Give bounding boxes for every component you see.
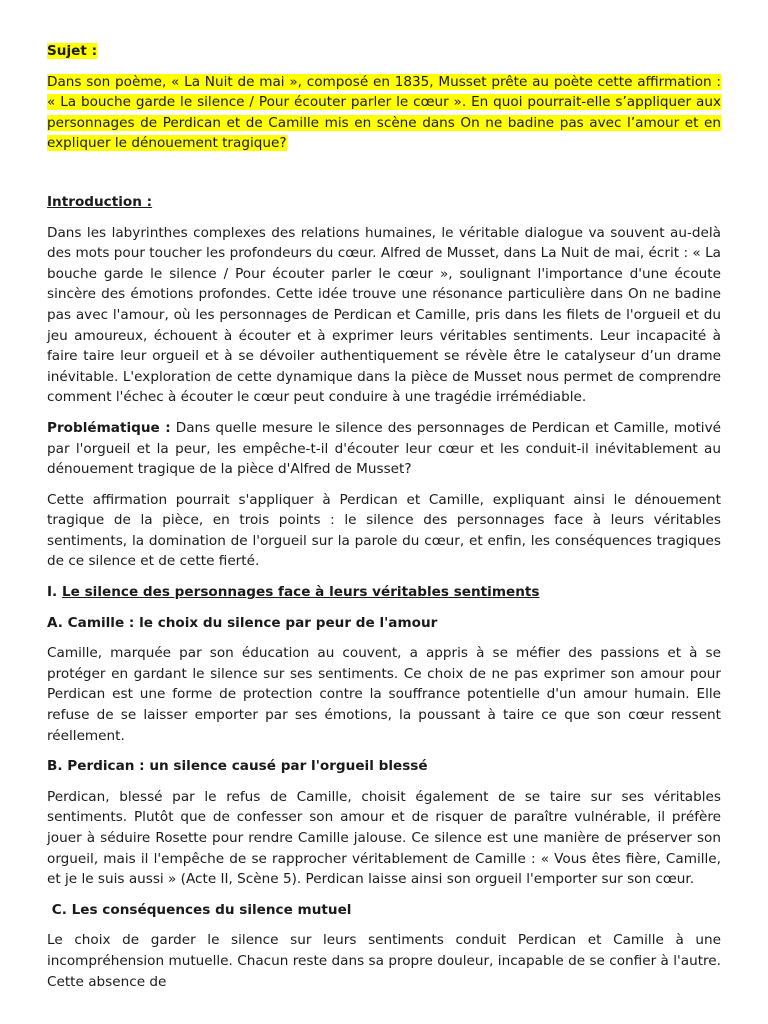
- part1-heading: I. Le silence des personnages face à leurs véritables sentiments: [47, 584, 540, 601]
- section-b-heading: B. Perdican : un silence causé par l'orgueil blessé: [47, 758, 428, 775]
- problematique-label: Problématique :: [47, 419, 171, 436]
- problematique-paragraph: [47, 418, 721, 480]
- part1-title: Le silence des personnages face à leurs véritables sentiments: [61, 584, 540, 601]
- problematique-text: Dans quelle mesure le silence des personnages de Perdican et Camille, motivé par l'orgueil et la peur, les empêche-t-il d'écouter leur cœur et les conduit-il inévitablement au dénouement tragique de la pièce d'Alfred de Musset?: [47, 419, 721, 478]
- sujet-label: Sujet :: [47, 43, 98, 59]
- section-a-heading: A. Camille : le choix du silence par peur de l'amour: [47, 614, 438, 631]
- section-a-text: Camille, marquée par son éducation au couvent, a appris à se méfier des passions et à se protéger en gardant le silence sur ses sentiments. Ce choix de ne pas exprimer son amour pour Perdican est une forme de protection contre la souffrance potentielle d'un amour humain. Elle refuse de se laisser emporter par ses émotions, la poussant à taire ce que son cœur ressent réellement.: [47, 645, 721, 744]
- section-c-heading: C. Les conséquences du silence mutuel: [47, 901, 352, 918]
- introduction-paragraph: Dans les labyrinthes complexes des relations humaines, le véritable dialogue va souvent au-delà des mots pour toucher les profondeurs du cœur. Alfred de Musset, dans La Nuit de mai, écrit : « La bouche garde le silence / Pour écouter parler le cœur », soulignant l'importance d'une écoute sincère des émotions profondes. Cette idée trouve une résonance particulière dans On ne badine pas avec l'amour, où les personnages de Perdican et Camille, pris dans les filets de l'orgueil et du jeu amoureux, échouent à écouter et à exprimer leurs véritables sentiments. Leur incapacité à faire taire leur orgueil et à se dévoiler authentiquement se révèle être le catalyseur d’un drame inévitable. L'exploration de cette dynamique dans la pièce de Musset nous permet de comprendre comment l'échec à écouter le cœur peut conduire à une tragédie irrémédiable.: [47, 224, 721, 406]
- plan-paragraph: Cette affirmation pourrait s'appliquer à Perdican et Camille, expliquant ainsi le dénouement tragique de la pièce, en trois points : le silence des personnages face à leurs véritables sentiments, la domination de l'orgueil sur la parole du cœur, et enfin, les conséquences tragiques de ce silence et de cette fierté.: [47, 491, 721, 570]
- section-c-text: Le choix de garder le silence sur leurs sentiments conduit Perdican et Camille à une incompréhension mutuelle. Chacun reste dans sa propre douleur, incapable de se confier à l'autre. Cette absence de: [47, 932, 721, 990]
- introduction-heading: Introduction :: [47, 193, 153, 210]
- section-b-text: Perdican, blessé par le refus de Camille, choisit également de se taire sur ses véritables sentiments. Plutôt que de confesser son amour et de risquer de paraître vulnérable, il préfère jouer à séduire Rosette pour rendre Camille jalouse. Ce silence est une manière de préserver son orgueil, mais il l'empêche de se rapprocher véritablement de Camille : « Vous êtes fière, Camille, et je le suis aussi » (Acte II, Scène 5). Perdican laisse ainsi son orgueil l'emporter sur son cœur.: [47, 788, 721, 888]
- sujet-text: Dans son poème, « La Nuit de mai », composé en 1835, Musset prête au poète cette affirmation : « La bouche garde le silence / Pour écouter parler le cœur ». En quoi pourrait-elle s’appliquer aux personnages de Perdican et de Camille mis en scène dans On ne badine pas avec l’amour et en expliquer le dénouement tragique?: [47, 73, 721, 152]
